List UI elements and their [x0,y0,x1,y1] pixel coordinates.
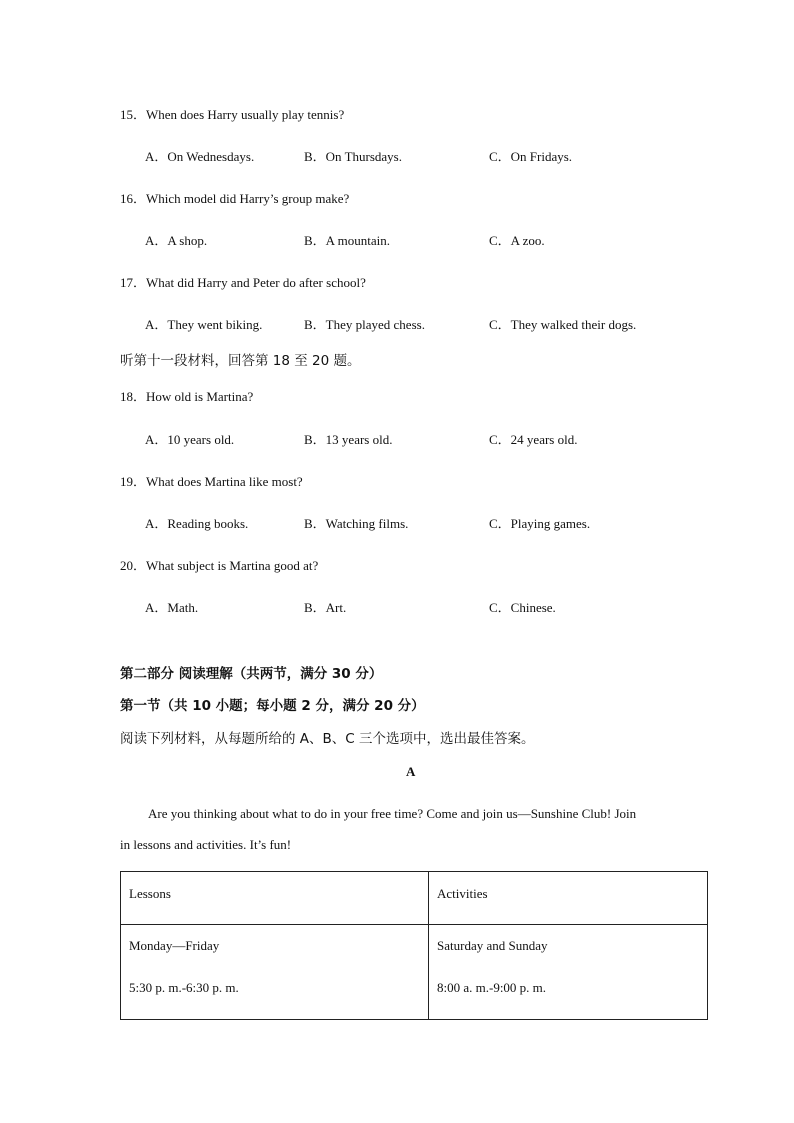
option-c[interactable]: C．A zoo. [489,233,545,248]
listening-instruction: 听第十一段材料，回答第 18 至 20 题。 [120,353,361,369]
question-text: What does Martina like most? [146,474,303,489]
table-cell-activities-schedule [429,925,708,1020]
option-c[interactable]: C．Playing games. [489,516,591,531]
header-label: Lessons [129,886,171,901]
question-17 [120,272,366,291]
question-number: 15． [120,107,147,122]
header-label: Activities [437,886,488,901]
option-b[interactable]: B．Watching films. [304,516,409,531]
option-c[interactable]: C．24 years old. [489,432,578,447]
schedule-time: 8:00 a. m.-9:00 p. m. [437,980,547,995]
option-b[interactable]: B．13 years old. [304,432,393,447]
question-text: When does Harry usually play tennis? [146,107,345,122]
part-2-title: 第二部分 阅读理解（共两节，满分 30 分） [120,666,383,682]
schedule-days: Saturday and Sunday [437,938,548,953]
passage-line-2: in lessons and activities. It’s fun! [120,837,292,852]
question-text: Which model did Harry’s group make? [146,191,350,206]
question-19 [120,471,303,490]
reading-instruction: 阅读下列材料，从每题所给的 A、B、C 三个选项中，选出最佳答案。 [120,731,535,747]
schedule-time: 5:30 p. m.-6:30 p. m. [129,980,239,995]
option-b[interactable]: B．On Thursdays. [304,149,402,164]
question-20 [120,555,318,574]
option-a[interactable]: A．A shop. [145,233,208,248]
option-a[interactable]: A．Math. [145,600,199,615]
question-18 [120,386,253,405]
question-number: 19． [120,474,147,489]
schedule-days: Monday—Friday [129,938,220,953]
passage-line-1: Are you thinking about what to do in your free time? Come and join us—Sunshine Club! Join [148,806,637,821]
passage-label: A [406,764,416,779]
option-a[interactable]: A．10 years old. [145,432,235,447]
option-c[interactable]: C．They walked their dogs. [489,317,637,332]
option-b[interactable]: B．Art. [304,600,347,615]
question-text: What subject is Martina good at? [146,558,319,573]
question-number: 17． [120,275,147,290]
option-c[interactable]: C．On Fridays. [489,149,573,164]
question-number: 18． [120,389,147,404]
option-a[interactable]: A．Reading books. [145,516,249,531]
question-15 [120,104,344,123]
table-header-activities [429,872,708,925]
question-text: What did Harry and Peter do after school? [146,275,366,290]
table-cell-lessons-schedule [121,925,429,1020]
question-number: 20． [120,558,147,573]
question-number: 16． [120,191,147,206]
option-a[interactable]: A．They went biking. [145,317,263,332]
option-c[interactable]: C．Chinese. [489,600,556,615]
option-b[interactable]: B．A mountain. [304,233,390,248]
table-header-lessons [121,872,429,925]
option-a[interactable]: A．On Wednesdays. [145,149,255,164]
schedule-table [120,871,708,1020]
question-text: How old is Martina? [146,389,254,404]
section-1-heading: 第一节（共 10 小题；每小题 2 分，满分 20 分） [120,698,425,714]
question-16 [120,188,349,207]
option-b[interactable]: B．They played chess. [304,317,425,332]
